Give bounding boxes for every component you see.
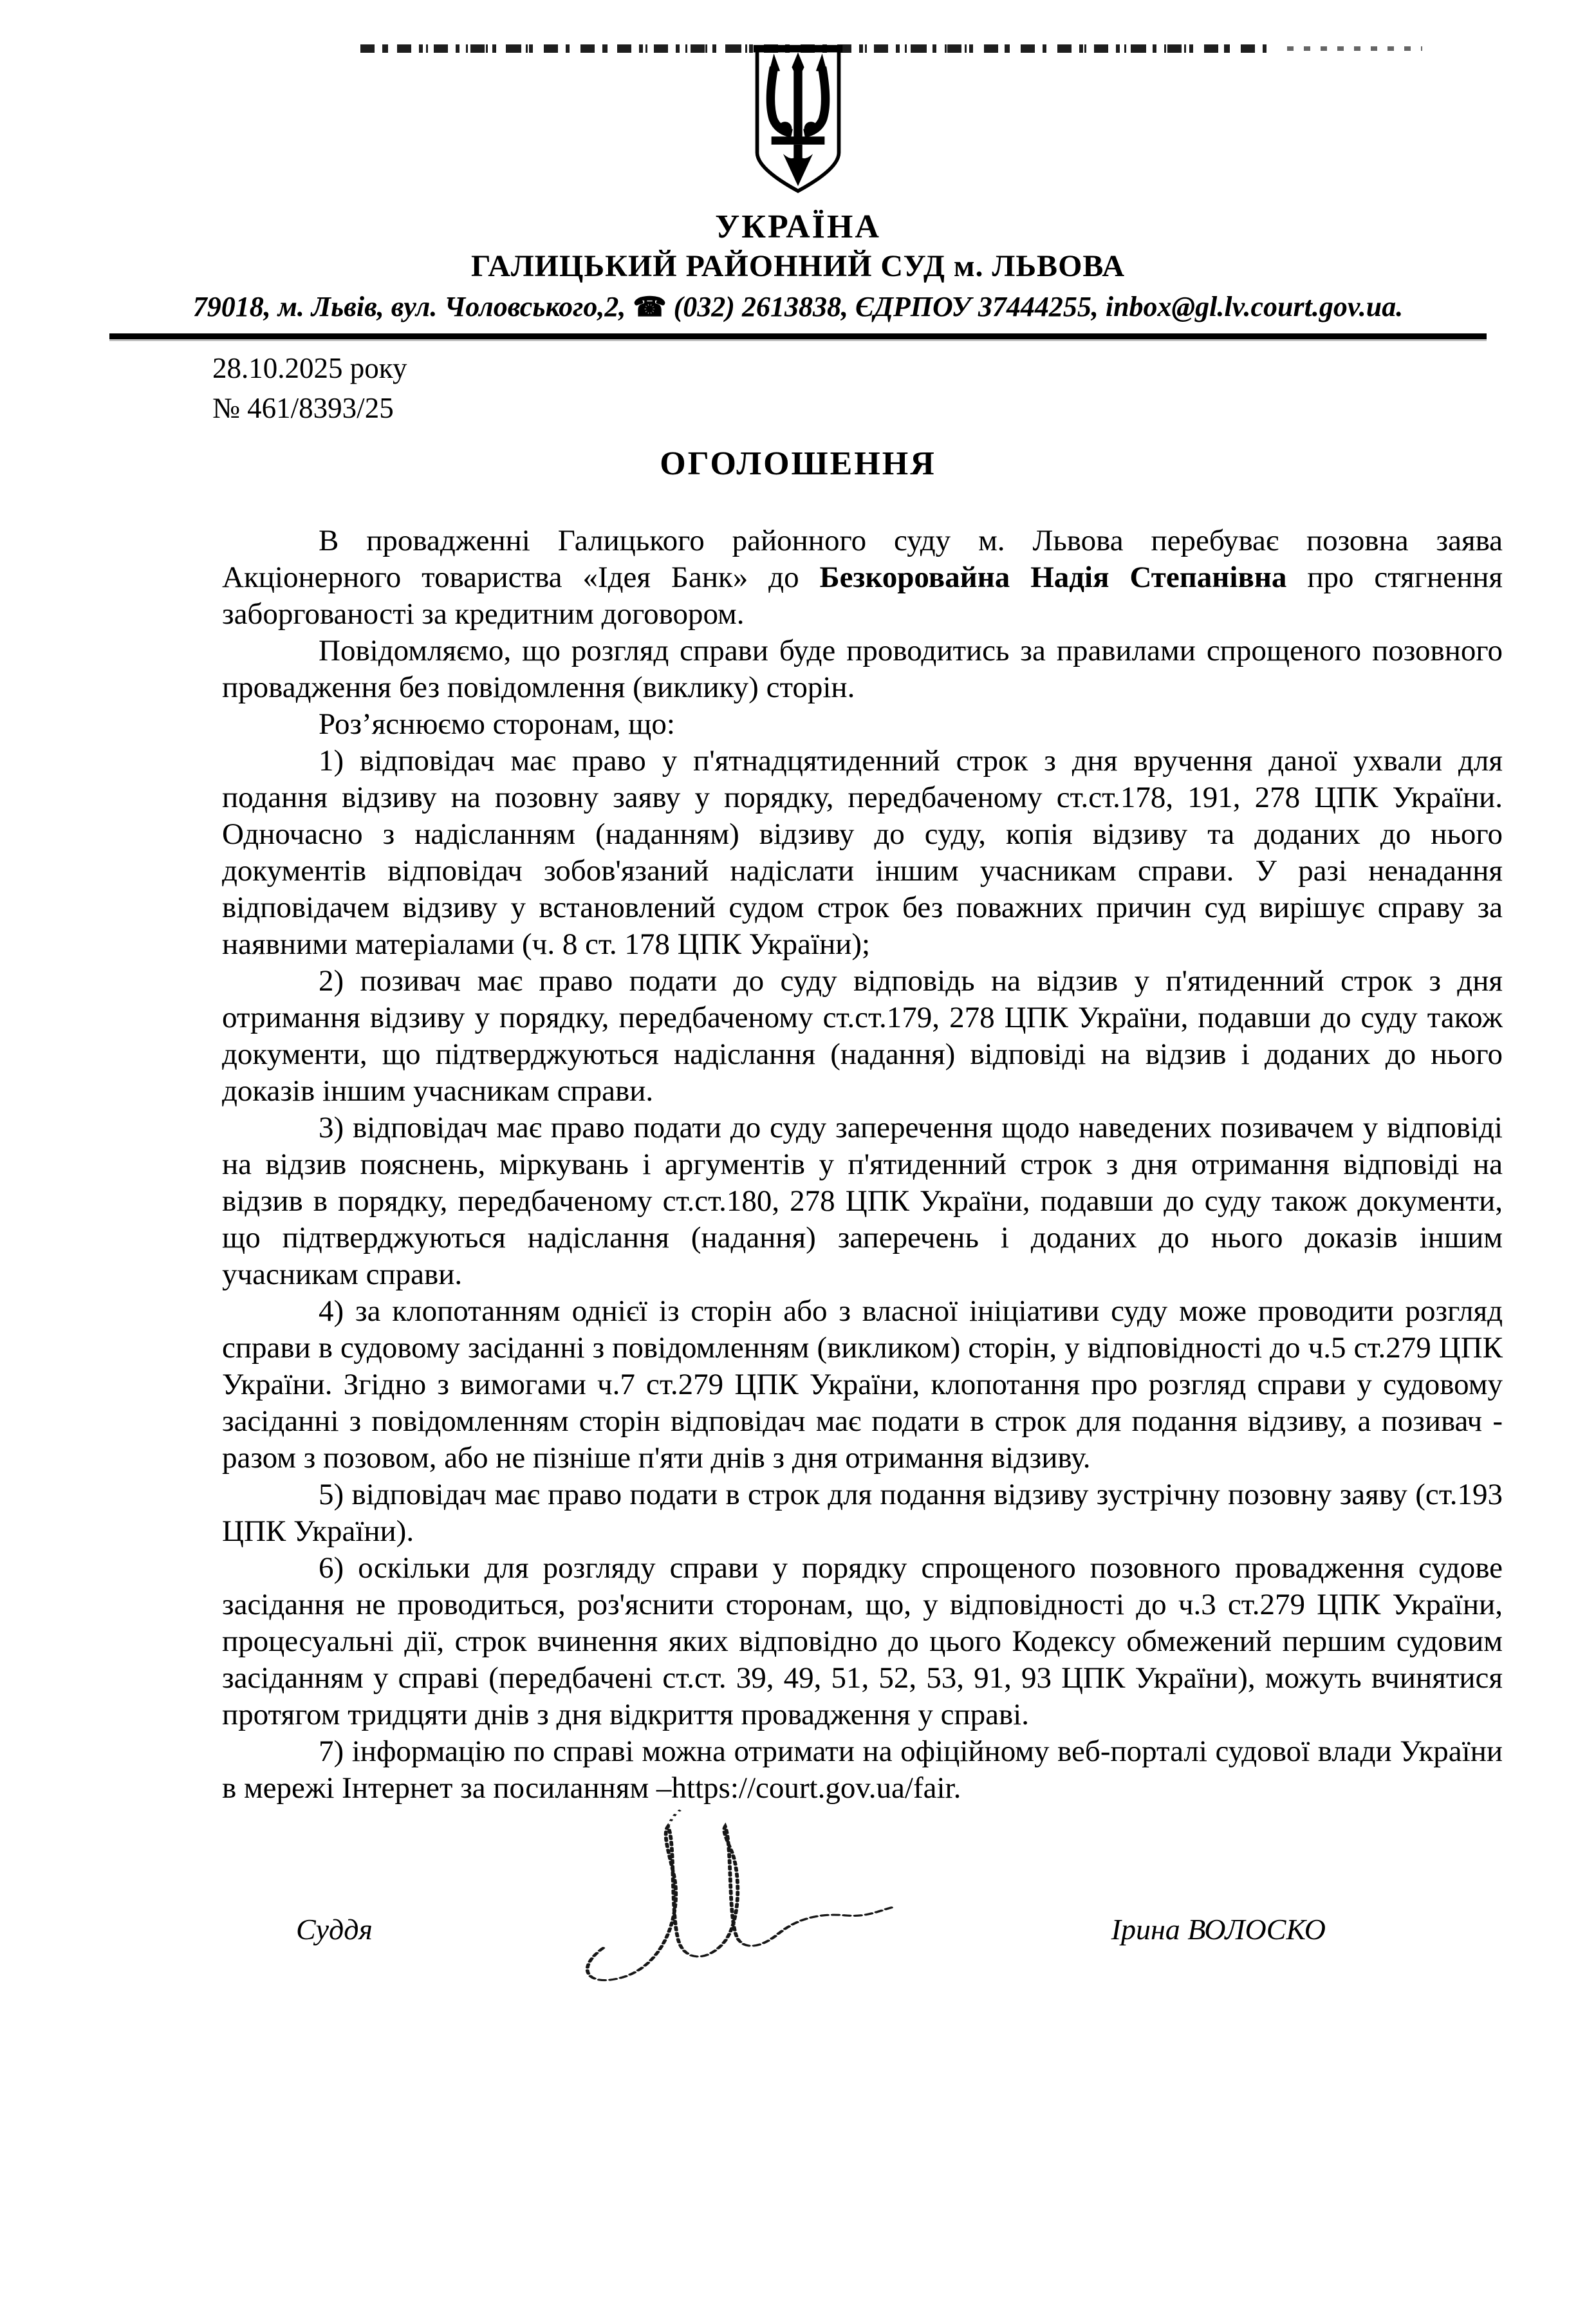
paragraph-item-5: 5) відповідач має право подати в строк для подання відзиву зустрічну позовну заяву (ст.193 ЦПК України).: [222, 1478, 1503, 1548]
paragraph-item-6: 6) оскільки для розгляду справи у порядку спрощеного позовного провадження судове засідання не проводиться, роз'яснити сторонам, що, у відповідності до ч.3 ст.279 ЦПК України, процесуальні дії, строк вчинення яких відповідно до цього Кодексу обмежений першим судовим засіданням у справі (передбачені ст.ст. 39, 49, 51, 52, 53, 91, 93 ЦПК України), можуть вчинятися протягом тридцяти днів з дня відкриття провадження у справі.: [222, 1551, 1503, 1731]
paragraph-clarify: Роз’яснюємо сторонам, що:: [319, 707, 675, 741]
address-after-phone: (032) 2613838, ЄДРПОУ 37444255, inbox@gl.lv.court.gov.ua.: [666, 291, 1404, 322]
paragraph-notice: Повідомляємо, що розгляд справи буде проводитись за правилами спрощеного позовного провадження без повідомлення (виклику) сторін.: [222, 634, 1503, 704]
judge-signature-icon: [553, 1806, 927, 2009]
header-divider: [109, 333, 1487, 339]
court-name: ГАЛИЦЬКИЙ РАЙОННИЙ СУД м. ЛЬВОВА: [470, 249, 1126, 283]
scan-noise-band: [360, 44, 1274, 53]
country-name: УКРАЇНА: [715, 209, 881, 245]
paragraph-intro: [222, 523, 1503, 633]
intro-after-name: про стягнення заборгованості за кредитним договором.: [222, 561, 1503, 631]
announcement-body: [222, 523, 1503, 1807]
trident-icon: [734, 42, 862, 203]
court-address-line: [0, 290, 1596, 324]
date-line: 28.10.2025 року: [212, 352, 407, 384]
judge-role-label: Суддя: [296, 1913, 373, 1946]
intro-before-name: В провадженні Галицького районного суду м. Львова перебуває позовна заява Акціонерного товариства «Ідея Банк» до: [222, 524, 1503, 594]
address-before-phone: 79018, м. Львів, вул. Чоловського,2,: [192, 291, 633, 322]
letterhead: [0, 42, 1596, 339]
paragraph-item-4: 4) за клопотанням однієї із сторін або з власної ініціативи суду може проводити розгляд справи в судовому засіданні з повідомленням (викликом) сторін, у відповідності до ч.5 ст.279 ЦПК України. Згідно з вимогами ч.7 ст.279 ЦПК України, клопотання про розгляд справи у судовому засіданні з повідомленням сторін відповідач має подати в строк для подання відзиву, а позивач - разом з позовом, або не пізніше п'яти днів з дня отримання відзиву.: [222, 1294, 1503, 1475]
phone-icon: ☎: [633, 293, 667, 322]
ukraine-coat-of-arms: [0, 42, 1596, 207]
document-title: ОГОЛОШЕННЯ: [660, 445, 936, 482]
signature-row: [296, 1912, 1326, 1946]
paragraph-item-2: 2) позивач має право подати до суду відповідь на відзив у п'ятиденний строк з дня отримання відзиву у порядку, передбаченому ст.ст.179, 278 ЦПК України, подавши до суду також документи, що підтверджуються надіслання (надання) відповіді на відзив і доданих до нього доказів іншим учасникам справи.: [222, 964, 1503, 1108]
paragraph-item-1: 1) відповідач має право у п'ятнадцятиденний строк з дня вручення даної ухвали для подання відзиву на позовну заяву у порядку, передбаченому ст.ст.178, 191, 278 ЦПК України. Одночасно з надісланням (наданням) відзиву до суду, копія відзиву та доданих до нього документів відповідач зобов'язаний надіслати іншим учасникам справи. У разі ненадання відповідачем відзиву у встановлений судом строк без поважних причин суд вирішує справу за наявними матеріалами (ч. 8 ст. 178 ЦПК України);: [222, 744, 1503, 961]
scan-noise-fragment: [1287, 46, 1422, 51]
judge-name: Ірина ВОЛОСКО: [1111, 1913, 1326, 1946]
scanned-court-document: [0, 42, 1596, 2301]
case-number: № 461/8393/25: [212, 392, 394, 424]
defendant-name: Безкоровайна Надія Степанівна: [819, 561, 1287, 594]
document-meta: [212, 348, 1596, 428]
paragraph-item-3: 3) відповідач має право подати до суду заперечення щодо наведених позивачем у відповіді на відзив пояснень, міркувань і аргументів у п'ятиденний строк з дня отримання відповіді на відзив в порядку, передбаченому ст.ст.180, 278 ЦПК України, подавши до суду також документи, що підтверджуються надіслання (надання) заперечень і доданих до нього доказів іншим учасникам справи.: [222, 1111, 1503, 1291]
paragraph-item-7: 7) інформацію по справі можна отримати на офіційному веб-порталі судової влади України в мережі Інтернет за посиланням –https://court.gov.ua/fair.: [222, 1735, 1503, 1805]
